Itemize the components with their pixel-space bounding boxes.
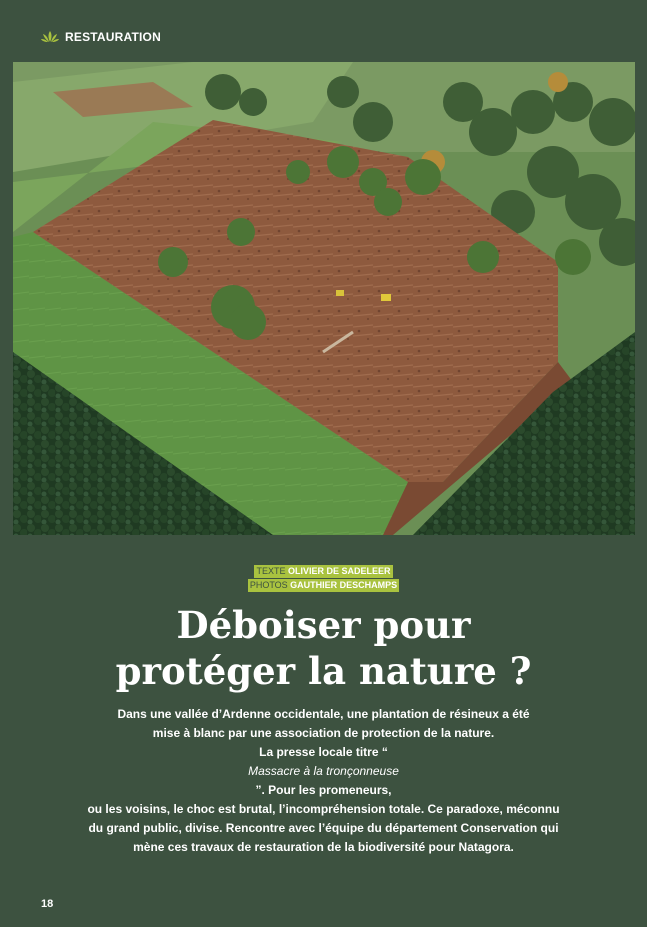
- page-number: 18: [41, 898, 54, 910]
- title-line-2: protéger la nature ?: [115, 649, 532, 693]
- lead-quote: Massacre à la tronçonneuse: [248, 764, 399, 778]
- credits: [0, 565, 647, 593]
- photo-credit-author: GAUTHIER DESCHAMPS: [290, 580, 398, 590]
- lead-line-4: ou les voisins, le choc est brutal, l’incompréhension totale. Ce paradoxe, méconnu: [87, 802, 560, 816]
- text-credit-role: TEXTE: [256, 566, 286, 576]
- lead-line-6: mène ces travaux de restauration de la biodiversité pour Natagora.: [133, 840, 514, 854]
- lead-line-5: du grand public, divise. Rencontre avec l’équipe du département Conservation qui: [88, 821, 559, 835]
- lead-line-3-suffix: ”. Pour les promeneurs,: [255, 783, 392, 797]
- lead-line-3: [70, 743, 577, 800]
- lead-line-1: Dans une vallée d’Ardenne occidentale, une plantation de résineux a été: [117, 707, 530, 721]
- section-tag: [41, 30, 161, 44]
- section-label: RESTAURATION: [65, 30, 161, 44]
- aerial-clearcut-photo: [13, 62, 635, 535]
- lead-line-3-prefix: La presse locale titre “: [259, 745, 388, 759]
- text-credit-author: OLIVIER DE SADELEER: [288, 566, 391, 576]
- title-line-1: Déboiser pour: [176, 603, 471, 647]
- article-title: [0, 602, 647, 694]
- lead-paragraph: [70, 705, 577, 857]
- photo-credit: [248, 579, 399, 592]
- text-credit: [254, 565, 392, 578]
- photo-credit-role: PHOTOS: [249, 580, 288, 590]
- leaf-icon: [41, 31, 59, 43]
- lead-line-2: mise à blanc par une association de protection de la nature.: [152, 726, 495, 740]
